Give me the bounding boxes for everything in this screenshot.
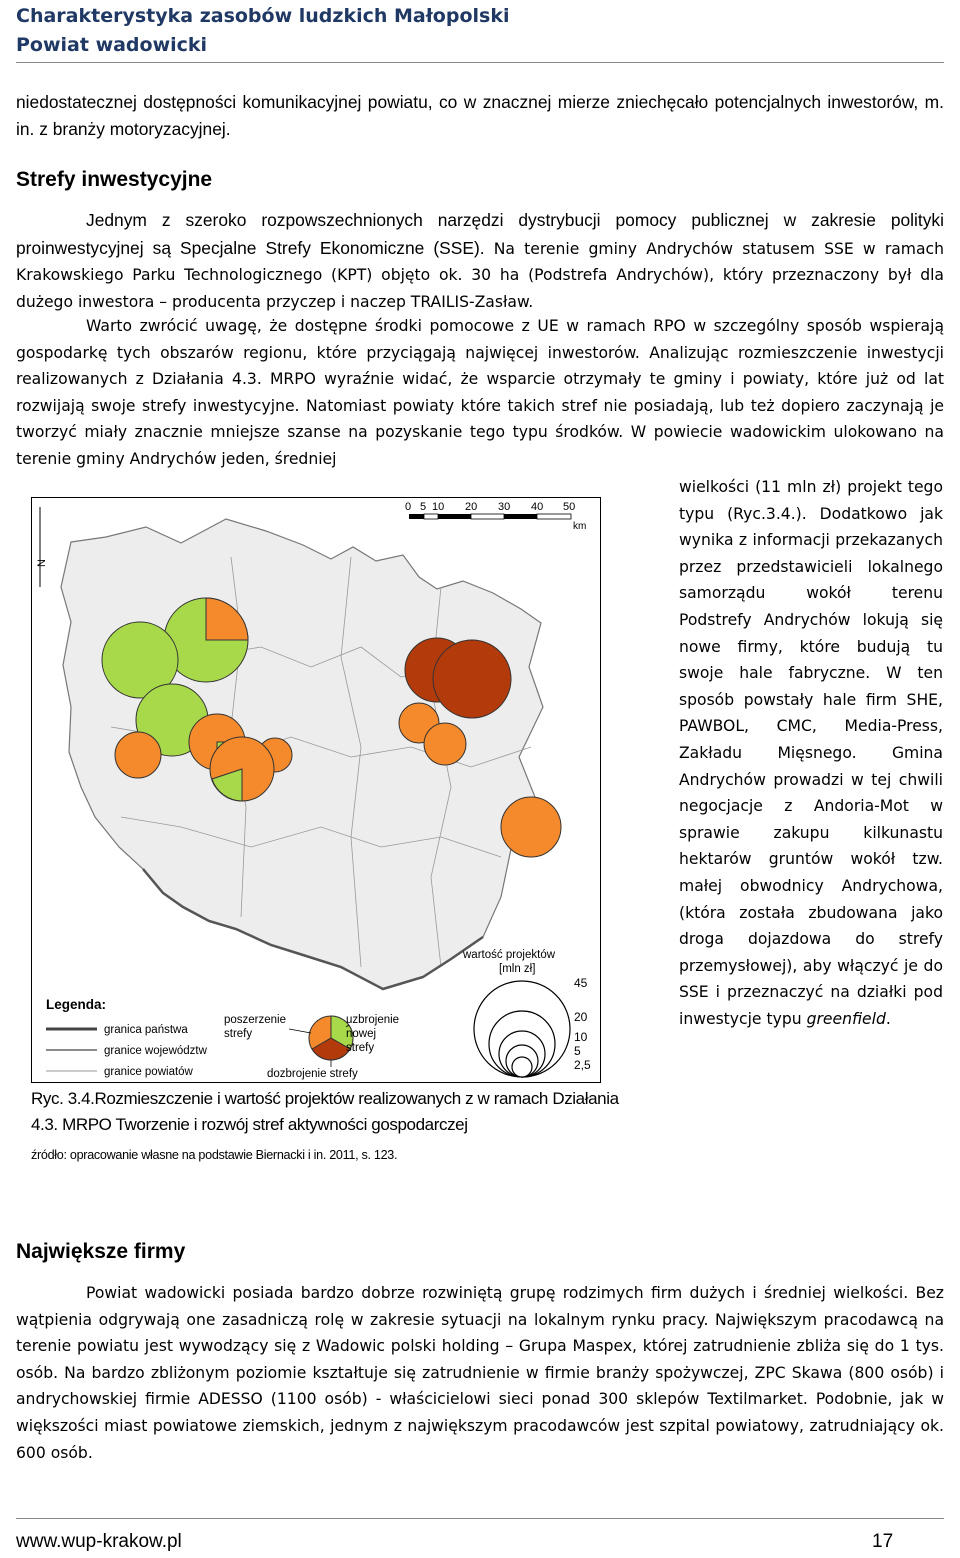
header-title: Charakterystyka zasobów ludzkich Małopolski	[16, 5, 510, 27]
pie-label-poszerzenie-1: poszerzenie	[224, 1014, 287, 1026]
size-legend-title-1: wartość projektów	[463, 949, 556, 961]
scale-tick: 5	[420, 501, 427, 513]
intro-paragraph: niedostatecznej dostępności komunikacyjnej powiatu, co w znacznej mierze zniechęcało potencjalnych inwestorów, m. in. z branży motoryzacyjnej.	[16, 92, 944, 139]
page-number: 17	[872, 1531, 894, 1552]
side-column-greenfield: greenfield	[806, 1009, 886, 1028]
scale-tick: 30	[498, 501, 511, 513]
strefy-paragraph-1-lead: Jednym z szeroko rozpowszechnionych narzędzi dystrybucji pomocy publicznej w zakresie polityki proinwestycyjnej są Specjalne Strefy Ekonomiczne (SSE).	[16, 210, 944, 258]
strefy-paragraph-1-rest: Na terenie gminy Andrychów statusem SSE w ramach Krakowskiego Parku Technologicznego (KPT) objęto ok. 30 ha (Podstrefa Andrychów), który przeznaczony był dla dużego inwestora – producenta przyczep i naczep TRAILIS-Zasław.	[16, 239, 944, 311]
footer-rule	[16, 1518, 944, 1519]
north-label: N	[36, 559, 48, 567]
pie-label-poszerzenie-2: strefy	[224, 1028, 253, 1040]
size-value: 45	[574, 976, 588, 990]
header-rule	[16, 62, 944, 63]
pie-label-uzbrojenie-2: nowej	[346, 1028, 377, 1040]
size-value: 20	[574, 1010, 588, 1024]
map-figure	[31, 497, 601, 1083]
project-circle	[501, 797, 561, 857]
firmy-paragraph: Powiat wadowicki posiada bardzo dobrze rozwiniętą grupę rodzimych firm dużych i średniej wielkości. Bez wątpienia odgrywają one zasadniczą rolę w zakresie sytuacji na lokalnym rynku pracy. Największym pracodawcą na terenie powiatu jest wywodzący się z Wadowic polski holding – Grupa Maspex, której zatrudnienie zbliża się do 1 tys. osób. Na bardzo zbliżonym poziomie kształtuje się zatrudnienie w firmie branży spożywczej, ZPC Skawa (800 osób) i andrychowskiej firmie ADESSO (1100 osób) - właścicielowi sieci ponad 300 sklepów Textilmarket. Podobnie, jak w większości miast powiatowe ziemskich, jednym z największym pracodawców jest szpital powiatowy, zatrudniający ok. 600 osób.	[16, 1284, 944, 1462]
scale-unit: km	[573, 521, 587, 532]
map-svg	[31, 497, 601, 1083]
section-heading-strefy: Strefy inwestycyjne	[16, 168, 213, 191]
side-column-text: wielkości (11 mln zł) projekt tego typu (Ryc.3.4.). Dodatkowo jak wynika z informacji przekazanych przez przedstawicieli lokalnego samorządu wokół terenu Podstrefy Andrychów lokują się nowe firmy, które budują tu swoje hale fabryczne. W ten sposób powstały hale firm SHE, PAWBOL, CMC, Media-Press, Zakładu Mięsnego. Gmina Andrychów prowadzi w tej chwili negocjacje z Andoria-Mot w sprawie zakupu kilkunastu hektarów gruntów wokół tzw. małej obwodnicy Andrychowa, (która została zbudowana jako droga dojazdowa do strefy przemysłowej), aby włączyć je do SSE i przeznaczyć na działki pod inwestycje typu	[679, 478, 943, 1028]
project-circle	[210, 737, 274, 801]
strefy-paragraph-1	[16, 207, 944, 315]
scale-tick: 40	[531, 501, 544, 513]
legend-title: Legenda:	[46, 997, 107, 1012]
size-value: 10	[574, 1030, 588, 1044]
figure-caption: Ryc. 3.4.Rozmieszczenie i wartość projektów realizowanych z w ramach Działania 4.3. MRPO Tworzenie i rozwój stref aktywności gospodarczej	[31, 1089, 619, 1134]
scale-tick: 50	[563, 501, 576, 513]
pie-label-uzbrojenie-1: uzbrojenie	[346, 1014, 400, 1026]
strefy-paragraph-2: Warto zwrócić uwagę, że dostępne środki pomocowe z UE w ramach RPO w szczególny sposób wspierają gospodarkę tych obszarów regionu, które przyciągają najwięcej inwestorów. Analizując rozmieszczenie inwestycji realizowanych z Działania 4.3. MRPO wyraźnie widać, że wsparcie otrzymały te gminy i powiaty, które już od lat rozwijają swoje strefy inwestycyjne. Natomiast powiaty które takich stref nie posiadają, lub też dopiero zaczynają je tworzyć miały znacznie mniejsze szanse na pozyskanie tego typu środków. W powiecie wadowickim ulokowano na terenie gminy Andrychów jeden, średniej	[16, 317, 944, 468]
section-heading-firmy: Największe firmy	[16, 1240, 186, 1263]
pie-label-dozbrojenie: dozbrojenie strefy	[267, 1068, 358, 1080]
size-legend-title-2: [mln zł]	[499, 963, 536, 975]
legend-label: granice powiatów	[104, 1066, 193, 1078]
scale-tick: 10	[432, 501, 445, 513]
project-circle	[424, 723, 466, 765]
size-value: 5	[574, 1044, 581, 1058]
pie-label-uzbrojenie-3: strefy	[346, 1042, 375, 1054]
page-header	[16, 2, 509, 60]
figure-source: źródło: opracowanie własne na podstawie Biernacki i in. 2011, s. 123.	[31, 1148, 398, 1162]
scale-tick: 20	[465, 501, 478, 513]
scale-tick: 0	[405, 501, 412, 513]
project-circle	[433, 640, 511, 718]
footer-url[interactable]: www.wup-krakow.pl	[16, 1531, 182, 1552]
project-circle	[115, 732, 161, 778]
legend-label: granice województw	[104, 1045, 207, 1057]
side-column-end: .	[885, 1009, 891, 1028]
strefy-side-column	[679, 474, 943, 1032]
legend-label: granica państwa	[104, 1024, 188, 1036]
size-value: 2,5	[574, 1058, 591, 1072]
header-subtitle: Powiat wadowicki	[16, 34, 208, 56]
